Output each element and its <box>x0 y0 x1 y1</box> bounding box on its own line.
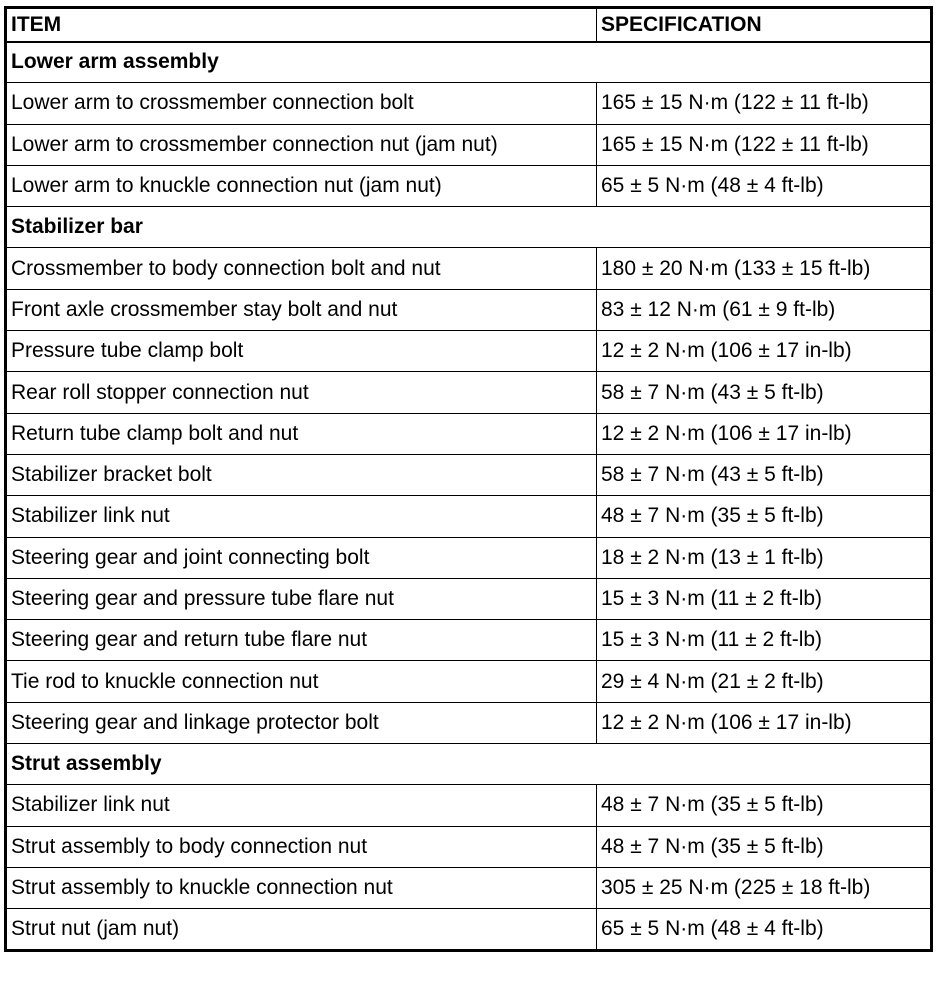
item-cell: Lower arm to knuckle connection nut (jam nut) <box>6 165 597 206</box>
section-row <box>6 42 932 83</box>
item-cell: Lower arm to crossmember connection nut (jam nut) <box>6 124 597 165</box>
table-row <box>6 454 932 495</box>
table-row <box>6 413 932 454</box>
item-cell: Steering gear and pressure tube flare nut <box>6 578 597 619</box>
specification-column-header: SPECIFICATION <box>597 8 932 42</box>
spec-cell: 15 ± 3 N·m (11 ± 2 ft-lb) <box>597 578 932 619</box>
table-row <box>6 909 932 950</box>
section-title: Strut assembly <box>6 744 932 785</box>
item-cell: Strut nut (jam nut) <box>6 909 597 950</box>
table-row <box>6 578 932 619</box>
item-cell: Pressure tube clamp bolt <box>6 331 597 372</box>
table-row <box>6 496 932 537</box>
table-row <box>6 826 932 867</box>
item-cell: Tie rod to knuckle connection nut <box>6 661 597 702</box>
torque-spec-table <box>4 6 933 952</box>
spec-cell: 65 ± 5 N·m (48 ± 4 ft-lb) <box>597 165 932 206</box>
spec-cell: 165 ± 15 N·m (122 ± 11 ft-lb) <box>597 83 932 124</box>
item-cell: Steering gear and return tube flare nut <box>6 620 597 661</box>
spec-cell: 12 ± 2 N·m (106 ± 17 in-lb) <box>597 331 932 372</box>
section-row <box>6 744 932 785</box>
table-row <box>6 331 932 372</box>
item-cell: Strut assembly to body connection nut <box>6 826 597 867</box>
spec-cell: 165 ± 15 N·m (122 ± 11 ft-lb) <box>597 124 932 165</box>
spec-cell: 12 ± 2 N·m (106 ± 17 in-lb) <box>597 413 932 454</box>
table-body <box>6 42 932 951</box>
item-cell: Strut assembly to knuckle connection nut <box>6 867 597 908</box>
item-cell: Steering gear and joint connecting bolt <box>6 537 597 578</box>
item-cell: Rear roll stopper connection nut <box>6 372 597 413</box>
table-row <box>6 248 932 289</box>
item-cell: Lower arm to crossmember connection bolt <box>6 83 597 124</box>
spec-cell: 48 ± 7 N·m (35 ± 5 ft-lb) <box>597 496 932 537</box>
spec-cell: 305 ± 25 N·m (225 ± 18 ft-lb) <box>597 867 932 908</box>
item-cell: Crossmember to body connection bolt and nut <box>6 248 597 289</box>
spec-cell: 58 ± 7 N·m (43 ± 5 ft-lb) <box>597 454 932 495</box>
item-cell: Stabilizer link nut <box>6 785 597 826</box>
item-column-header: ITEM <box>6 8 597 42</box>
table-row <box>6 702 932 743</box>
spec-cell: 15 ± 3 N·m (11 ± 2 ft-lb) <box>597 620 932 661</box>
item-cell: Front axle crossmember stay bolt and nut <box>6 289 597 330</box>
item-cell: Stabilizer link nut <box>6 496 597 537</box>
item-cell: Stabilizer bracket bolt <box>6 454 597 495</box>
spec-cell: 58 ± 7 N·m (43 ± 5 ft-lb) <box>597 372 932 413</box>
spec-cell: 180 ± 20 N·m (133 ± 15 ft-lb) <box>597 248 932 289</box>
item-cell: Return tube clamp bolt and nut <box>6 413 597 454</box>
table-row <box>6 83 932 124</box>
table-row <box>6 165 932 206</box>
section-row <box>6 207 932 248</box>
spec-cell: 18 ± 2 N·m (13 ± 1 ft-lb) <box>597 537 932 578</box>
table-header-row <box>6 8 932 42</box>
item-cell: Steering gear and linkage protector bolt <box>6 702 597 743</box>
table-row <box>6 124 932 165</box>
spec-cell: 65 ± 5 N·m (48 ± 4 ft-lb) <box>597 909 932 950</box>
spec-cell: 48 ± 7 N·m (35 ± 5 ft-lb) <box>597 826 932 867</box>
spec-cell: 12 ± 2 N·m (106 ± 17 in-lb) <box>597 702 932 743</box>
section-title: Lower arm assembly <box>6 42 932 83</box>
table-row <box>6 537 932 578</box>
spec-cell: 83 ± 12 N·m (61 ± 9 ft-lb) <box>597 289 932 330</box>
table-row <box>6 867 932 908</box>
table-row <box>6 661 932 702</box>
table-row <box>6 372 932 413</box>
section-title: Stabilizer bar <box>6 207 932 248</box>
spec-cell: 48 ± 7 N·m (35 ± 5 ft-lb) <box>597 785 932 826</box>
spec-cell: 29 ± 4 N·m (21 ± 2 ft-lb) <box>597 661 932 702</box>
table-row <box>6 785 932 826</box>
table-row <box>6 289 932 330</box>
table-row <box>6 620 932 661</box>
